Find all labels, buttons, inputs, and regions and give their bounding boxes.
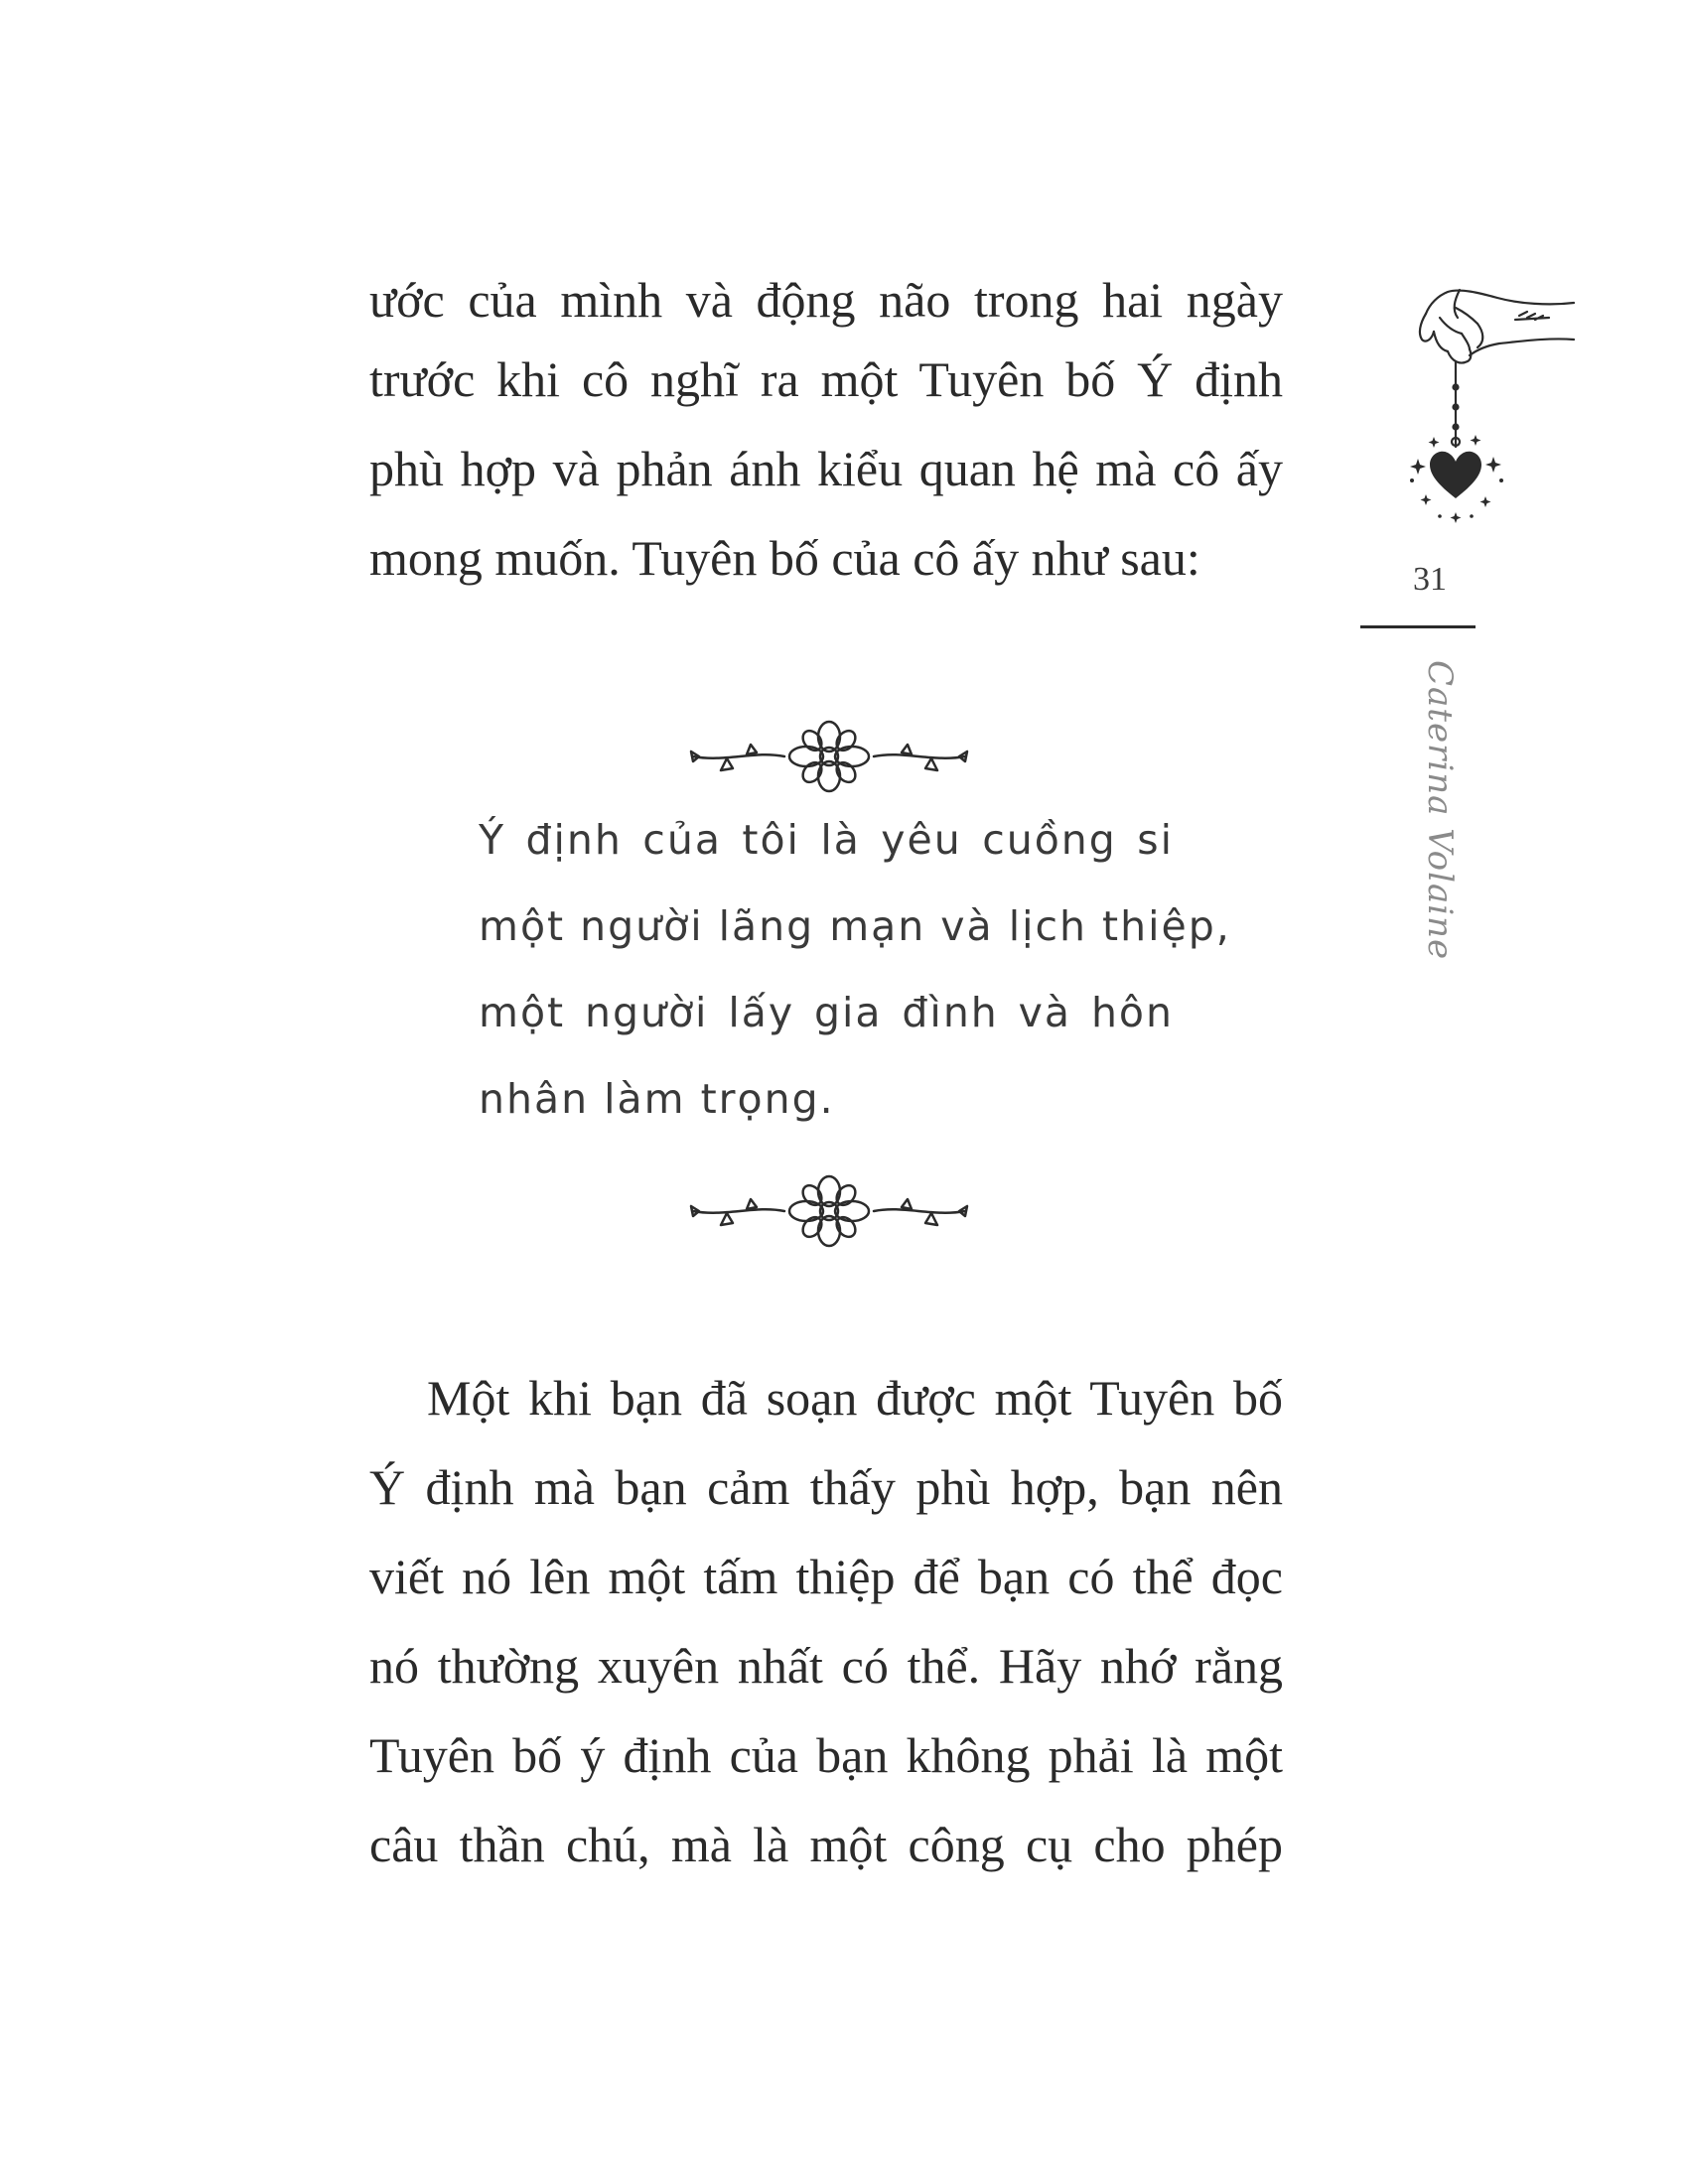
- paragraph-top-line-2: trước khi cô nghĩ ra một Tuyên bố Ý định: [369, 351, 1283, 407]
- paragraph-bottom-line-1: Một khi bạn đã soạn được một Tuyên bố: [427, 1370, 1283, 1426]
- paragraph-bottom-line-6: câu thần chú, mà là một công cụ cho phép: [369, 1817, 1283, 1872]
- paragraph-top-line-3: phù hợp và phản ánh kiểu quan hệ mà cô ấy: [369, 441, 1283, 496]
- paragraph-top-line-1: ước của mình và động não trong hai ngày: [369, 272, 1283, 328]
- page-number: 31: [1413, 561, 1447, 598]
- paragraph-bottom-line-4: nó thường xuyên nhất có thể. Hãy nhớ rằng: [369, 1638, 1283, 1694]
- floral-divider-icon: [685, 1171, 973, 1251]
- floral-divider-icon: [685, 717, 973, 796]
- paragraph-top-line-4: mong muốn. Tuyên bố của cô ấy như sau:: [369, 530, 1200, 586]
- running-author: Caterina Volaine: [1420, 660, 1460, 961]
- quote-line-1: Ý định của tôi là yêu cuồng si: [479, 816, 1174, 864]
- paragraph-bottom-line-3: viết nó lên một tấm thiệp để bạn có thể đọc: [369, 1549, 1283, 1604]
- quote-line-4: nhân làm trọng.: [479, 1075, 835, 1123]
- paragraph-bottom-line-2: Ý định mà bạn cảm thấy phù hợp, bạn nên: [369, 1459, 1283, 1515]
- header-rule: [1360, 625, 1476, 628]
- paragraph-bottom-line-5: Tuyên bố ý định của bạn không phải là một: [369, 1727, 1283, 1783]
- hand-holding-heart-pendant-icon: [1360, 278, 1579, 546]
- quote-line-3: một người lấy gia đình và hôn: [479, 989, 1174, 1036]
- quote-line-2: một người lãng mạn và lịch thiệp,: [479, 902, 1231, 950]
